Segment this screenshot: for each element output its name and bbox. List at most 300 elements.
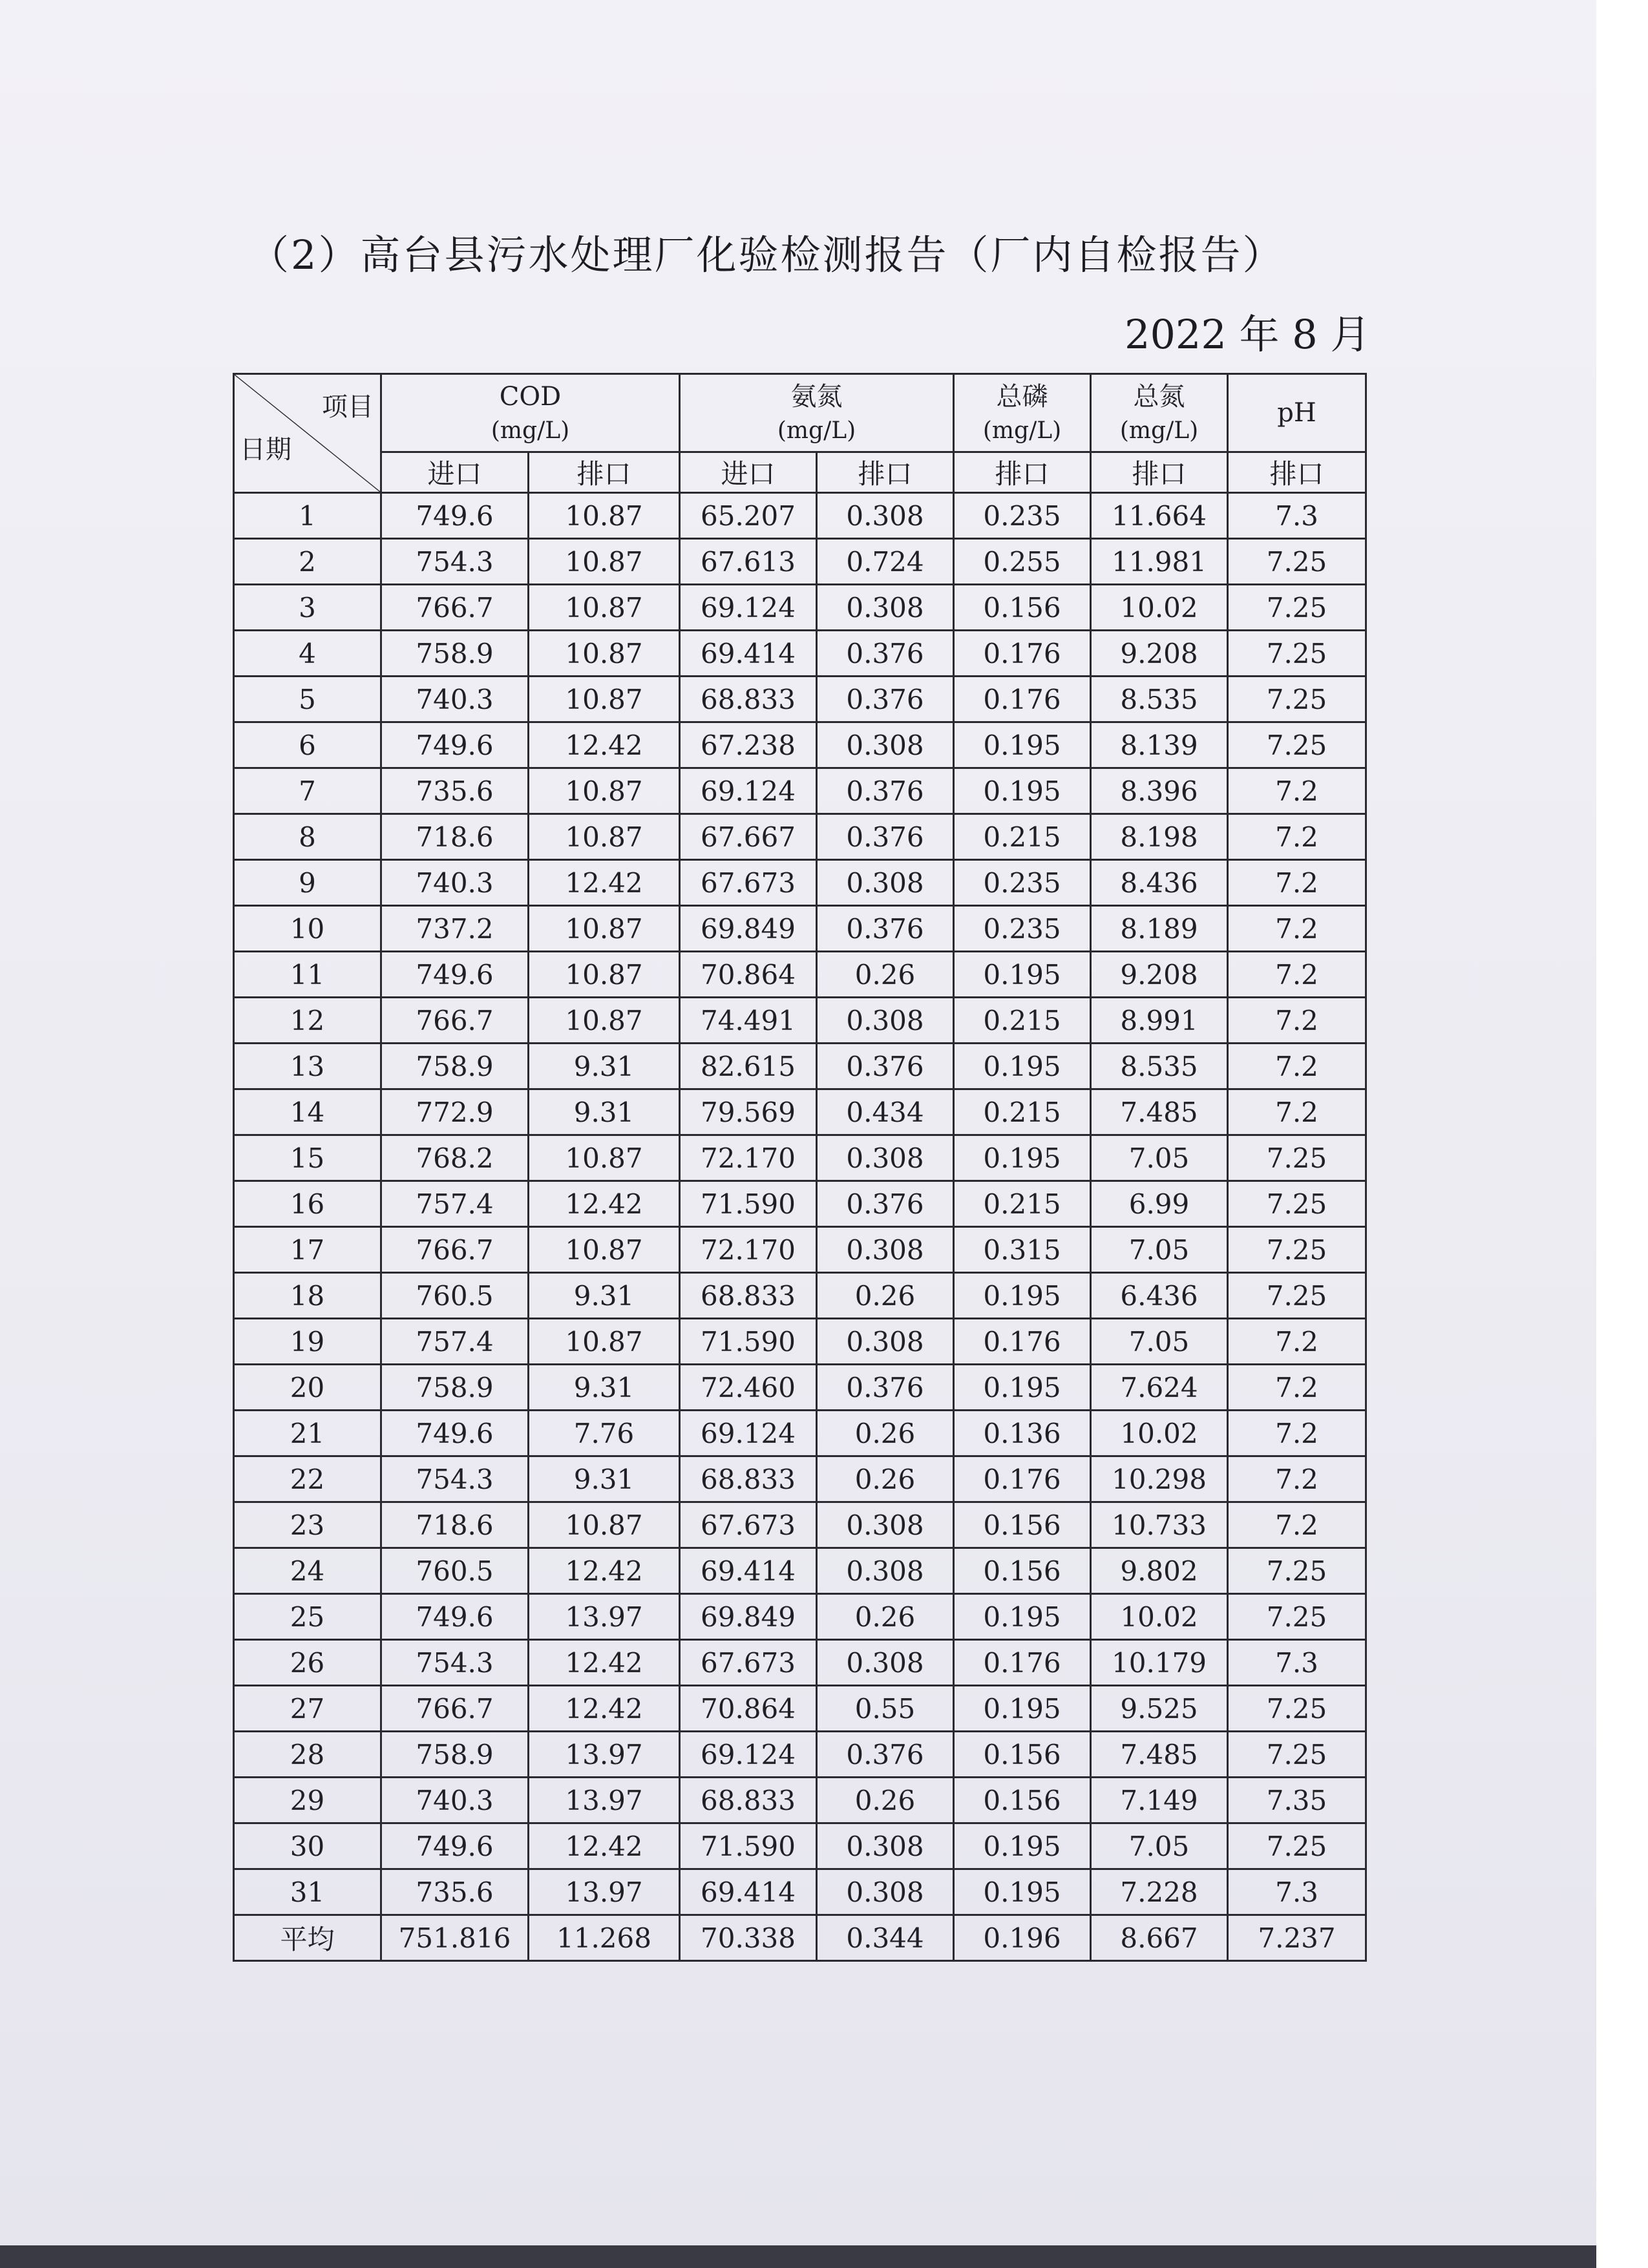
header-row-groups — [234, 374, 1366, 452]
cell-ammonia-inlet: 69.414 — [680, 631, 817, 677]
cell-cod-inlet: 760.5 — [381, 1273, 529, 1319]
cell-cod-outlet: 12.42 — [529, 1823, 680, 1869]
cell-cod-outlet: 10.87 — [529, 998, 680, 1044]
table-row — [234, 1869, 1366, 1915]
cell-tp-outlet: 0.156 — [954, 1732, 1091, 1778]
cell-day: 23 — [234, 1502, 381, 1548]
cell-ammonia-outlet: 0.308 — [817, 860, 954, 906]
cell-ammonia-outlet: 0.308 — [817, 493, 954, 539]
cell-cod-inlet: 754.3 — [381, 539, 529, 585]
header-row-sub — [234, 452, 1366, 493]
cell-cod-inlet: 749.6 — [381, 493, 529, 539]
cell-ammonia-outlet: 0.26 — [817, 1778, 954, 1823]
cell-day: 19 — [234, 1319, 381, 1365]
cell-ammonia-inlet: 69.124 — [680, 1732, 817, 1778]
cell-cod-inlet: 749.6 — [381, 1411, 529, 1456]
cell-ammonia-inlet: 67.673 — [680, 1640, 817, 1686]
table-row — [234, 1411, 1366, 1456]
cell-ammonia-outlet: 0.55 — [817, 1686, 954, 1732]
cell-tn-outlet: 7.624 — [1091, 1365, 1228, 1411]
cell-ph-outlet: 7.237 — [1228, 1915, 1366, 1961]
table-row — [234, 1456, 1366, 1502]
cell-cod-inlet: 740.3 — [381, 677, 529, 722]
cell-cod-inlet: 766.7 — [381, 585, 529, 631]
cell-ammonia-outlet: 0.376 — [817, 1365, 954, 1411]
cell-cod-inlet: 749.6 — [381, 722, 529, 768]
cell-ph-outlet: 7.3 — [1228, 493, 1366, 539]
cell-tp-outlet: 0.195 — [954, 1869, 1091, 1915]
sub-header-cod-outlet: 排口 — [529, 452, 680, 493]
cell-tn-outlet: 6.99 — [1091, 1181, 1228, 1227]
report-date: 2022 年 8 月 — [1125, 311, 1371, 358]
cell-ph-outlet: 7.2 — [1228, 1411, 1366, 1456]
cell-day: 17 — [234, 1227, 381, 1273]
cell-cod-inlet: 757.4 — [381, 1181, 529, 1227]
cell-ammonia-inlet: 67.238 — [680, 722, 817, 768]
table-row — [234, 493, 1366, 539]
cell-tp-outlet: 0.196 — [954, 1915, 1091, 1961]
cell-cod-outlet: 9.31 — [529, 1273, 680, 1319]
group-header-ph: pH — [1228, 374, 1366, 452]
table-row — [234, 631, 1366, 677]
cell-tn-outlet: 10.02 — [1091, 1594, 1228, 1640]
cell-tp-outlet: 0.235 — [954, 906, 1091, 952]
cell-cod-outlet: 13.97 — [529, 1869, 680, 1915]
cell-tp-outlet: 0.176 — [954, 677, 1091, 722]
table-row — [234, 1640, 1366, 1686]
cell-day: 10 — [234, 906, 381, 952]
table-row — [234, 768, 1366, 814]
cell-cod-inlet: 718.6 — [381, 814, 529, 860]
cell-ammonia-outlet: 0.308 — [817, 722, 954, 768]
cell-ammonia-outlet: 0.344 — [817, 1915, 954, 1961]
cell-ph-outlet: 7.3 — [1228, 1869, 1366, 1915]
cell-tp-outlet: 0.176 — [954, 1640, 1091, 1686]
cell-day: 15 — [234, 1135, 381, 1181]
cell-ph-outlet: 7.25 — [1228, 1181, 1366, 1227]
cell-cod-outlet: 9.31 — [529, 1044, 680, 1089]
cell-ammonia-outlet: 0.376 — [817, 814, 954, 860]
cell-ammonia-outlet: 0.376 — [817, 677, 954, 722]
cell-ammonia-inlet: 70.864 — [680, 952, 817, 998]
cell-ph-outlet: 7.2 — [1228, 768, 1366, 814]
cell-ph-outlet: 7.2 — [1228, 998, 1366, 1044]
cell-cod-outlet: 10.87 — [529, 906, 680, 952]
cell-cod-outlet: 12.42 — [529, 1181, 680, 1227]
table-row — [234, 1227, 1366, 1273]
cell-day: 9 — [234, 860, 381, 906]
cell-ammonia-inlet: 70.864 — [680, 1686, 817, 1732]
cell-tn-outlet: 7.149 — [1091, 1778, 1228, 1823]
cell-ammonia-inlet: 68.833 — [680, 1778, 817, 1823]
cell-tn-outlet: 8.667 — [1091, 1915, 1228, 1961]
cell-day: 30 — [234, 1823, 381, 1869]
cell-cod-outlet: 9.31 — [529, 1365, 680, 1411]
sub-header-ammonia-outlet: 排口 — [817, 452, 954, 493]
cell-day: 20 — [234, 1365, 381, 1411]
cell-ammonia-inlet: 68.833 — [680, 1273, 817, 1319]
table-row — [234, 860, 1366, 906]
cell-day: 18 — [234, 1273, 381, 1319]
cell-tp-outlet: 0.215 — [954, 1181, 1091, 1227]
cell-ammonia-outlet: 0.376 — [817, 1732, 954, 1778]
cell-ph-outlet: 7.25 — [1228, 585, 1366, 631]
cell-cod-inlet: 772.9 — [381, 1089, 529, 1135]
cell-ammonia-outlet: 0.376 — [817, 1181, 954, 1227]
cell-ammonia-outlet: 0.308 — [817, 585, 954, 631]
table-row — [234, 677, 1366, 722]
cell-ph-outlet: 7.25 — [1228, 539, 1366, 585]
cell-cod-inlet: 735.6 — [381, 768, 529, 814]
cell-cod-outlet: 12.42 — [529, 1640, 680, 1686]
cell-ammonia-inlet: 69.124 — [680, 768, 817, 814]
cell-cod-outlet: 10.87 — [529, 539, 680, 585]
cell-cod-inlet: 740.3 — [381, 1778, 529, 1823]
table-row — [234, 1732, 1366, 1778]
cell-ph-outlet: 7.2 — [1228, 1365, 1366, 1411]
cell-cod-outlet: 7.76 — [529, 1411, 680, 1456]
cell-cod-outlet: 12.42 — [529, 1686, 680, 1732]
cell-cod-inlet: 760.5 — [381, 1548, 529, 1594]
cell-day: 5 — [234, 677, 381, 722]
cell-tp-outlet: 0.195 — [954, 1044, 1091, 1089]
cell-day: 29 — [234, 1778, 381, 1823]
table-row — [234, 1365, 1366, 1411]
cell-day: 7 — [234, 768, 381, 814]
cell-day: 13 — [234, 1044, 381, 1089]
corner-header — [234, 374, 381, 493]
table-row — [234, 1823, 1366, 1869]
cell-tn-outlet: 8.198 — [1091, 814, 1228, 860]
cell-day: 21 — [234, 1411, 381, 1456]
cell-ammonia-inlet: 67.673 — [680, 860, 817, 906]
cell-tn-outlet: 7.485 — [1091, 1089, 1228, 1135]
cell-tp-outlet: 0.195 — [954, 952, 1091, 998]
cell-day: 12 — [234, 998, 381, 1044]
report-table — [233, 373, 1367, 1962]
cell-tn-outlet: 10.733 — [1091, 1502, 1228, 1548]
cell-ammonia-inlet: 67.613 — [680, 539, 817, 585]
average-row — [234, 1915, 1366, 1961]
cell-tp-outlet: 0.176 — [954, 631, 1091, 677]
table-row — [234, 814, 1366, 860]
table-row — [234, 1135, 1366, 1181]
cell-cod-inlet: 749.6 — [381, 1594, 529, 1640]
cell-cod-inlet: 754.3 — [381, 1456, 529, 1502]
cell-tp-outlet: 0.156 — [954, 1778, 1091, 1823]
cell-tn-outlet: 10.179 — [1091, 1640, 1228, 1686]
cell-tn-outlet: 8.436 — [1091, 860, 1228, 906]
cell-ph-outlet: 7.2 — [1228, 952, 1366, 998]
cell-ammonia-outlet: 0.308 — [817, 1548, 954, 1594]
group-header-ammonia: 氨氮 (mg/L) — [680, 374, 954, 452]
cell-ammonia-outlet: 0.376 — [817, 768, 954, 814]
table-row — [234, 1044, 1366, 1089]
cell-tp-outlet: 0.255 — [954, 539, 1091, 585]
table-row — [234, 952, 1366, 998]
cell-ph-outlet: 7.2 — [1228, 860, 1366, 906]
cell-ammonia-outlet: 0.434 — [817, 1089, 954, 1135]
cell-ph-outlet: 7.25 — [1228, 1732, 1366, 1778]
cell-cod-inlet: 757.4 — [381, 1319, 529, 1365]
table-row — [234, 722, 1366, 768]
cell-tn-outlet: 7.05 — [1091, 1227, 1228, 1273]
cell-ammonia-outlet: 0.26 — [817, 1594, 954, 1640]
cell-ph-outlet: 7.35 — [1228, 1778, 1366, 1823]
cell-tn-outlet: 11.981 — [1091, 539, 1228, 585]
cell-tp-outlet: 0.156 — [954, 1548, 1091, 1594]
cell-tn-outlet: 9.208 — [1091, 631, 1228, 677]
cell-cod-outlet: 9.31 — [529, 1089, 680, 1135]
cell-day: 28 — [234, 1732, 381, 1778]
cell-ammonia-outlet: 0.308 — [817, 1502, 954, 1548]
cell-ph-outlet: 7.3 — [1228, 1640, 1366, 1686]
cell-ammonia-outlet: 0.376 — [817, 1044, 954, 1089]
table-row — [234, 585, 1366, 631]
cell-tp-outlet: 0.195 — [954, 1594, 1091, 1640]
table-row — [234, 1319, 1366, 1365]
table-row — [234, 1273, 1366, 1319]
cell-day: 24 — [234, 1548, 381, 1594]
cell-tp-outlet: 0.215 — [954, 814, 1091, 860]
cell-ammonia-inlet: 72.170 — [680, 1227, 817, 1273]
cell-cod-outlet: 13.97 — [529, 1732, 680, 1778]
cell-tn-outlet: 7.05 — [1091, 1319, 1228, 1365]
cell-tp-outlet: 0.195 — [954, 1273, 1091, 1319]
cell-ph-outlet: 7.25 — [1228, 1594, 1366, 1640]
date-label: 日期 — [240, 435, 291, 465]
cell-day: 平均 — [234, 1915, 381, 1961]
cell-tn-outlet: 9.525 — [1091, 1686, 1228, 1732]
cell-cod-outlet: 10.87 — [529, 1135, 680, 1181]
cell-day: 11 — [234, 952, 381, 998]
cell-day: 25 — [234, 1594, 381, 1640]
cell-tn-outlet: 8.189 — [1091, 906, 1228, 952]
cell-tp-outlet: 0.235 — [954, 860, 1091, 906]
cell-tp-outlet: 0.195 — [954, 1823, 1091, 1869]
cell-ammonia-inlet: 68.833 — [680, 1456, 817, 1502]
cell-cod-outlet: 10.87 — [529, 631, 680, 677]
cell-tp-outlet: 0.215 — [954, 998, 1091, 1044]
cell-cod-inlet: 766.7 — [381, 998, 529, 1044]
item-label: 项目 — [322, 392, 374, 422]
cell-ammonia-outlet: 0.26 — [817, 952, 954, 998]
cell-tn-outlet: 11.664 — [1091, 493, 1228, 539]
cell-cod-outlet: 10.87 — [529, 1319, 680, 1365]
cell-tn-outlet: 7.05 — [1091, 1135, 1228, 1181]
cell-tp-outlet: 0.136 — [954, 1411, 1091, 1456]
cell-cod-inlet: 766.7 — [381, 1227, 529, 1273]
table-body — [234, 493, 1366, 1961]
sub-header-ammonia-inlet: 进口 — [680, 452, 817, 493]
cell-tp-outlet: 0.156 — [954, 1502, 1091, 1548]
table-row — [234, 1594, 1366, 1640]
cell-tp-outlet: 0.195 — [954, 722, 1091, 768]
cell-ammonia-inlet: 79.569 — [680, 1089, 817, 1135]
sub-header-cod-inlet: 进口 — [381, 452, 529, 493]
cell-ammonia-inlet: 68.833 — [680, 677, 817, 722]
sub-header-tn-outlet: 排口 — [1091, 452, 1228, 493]
cell-ph-outlet: 7.25 — [1228, 677, 1366, 722]
cell-ammonia-inlet: 67.667 — [680, 814, 817, 860]
cell-cod-inlet: 758.9 — [381, 1732, 529, 1778]
cell-day: 6 — [234, 722, 381, 768]
cell-ammonia-outlet: 0.308 — [817, 1640, 954, 1686]
cell-ph-outlet: 7.2 — [1228, 1502, 1366, 1548]
report-title: （2）高台县污水处理厂化验检测报告（厂内自检报告） — [249, 231, 1285, 278]
cell-ammonia-outlet: 0.308 — [817, 1869, 954, 1915]
cell-tn-outlet: 7.05 — [1091, 1823, 1228, 1869]
cell-cod-inlet: 749.6 — [381, 1823, 529, 1869]
cell-tp-outlet: 0.195 — [954, 1686, 1091, 1732]
cell-tn-outlet: 10.298 — [1091, 1456, 1228, 1502]
cell-day: 3 — [234, 585, 381, 631]
group-header-cod: COD (mg/L) — [381, 374, 680, 452]
cell-ammonia-outlet: 0.26 — [817, 1411, 954, 1456]
cell-tn-outlet: 8.396 — [1091, 768, 1228, 814]
cell-tn-outlet: 7.228 — [1091, 1869, 1228, 1915]
cell-tn-outlet: 6.436 — [1091, 1273, 1228, 1319]
cell-ammonia-inlet: 71.590 — [680, 1181, 817, 1227]
cell-day: 16 — [234, 1181, 381, 1227]
table-row — [234, 539, 1366, 585]
cell-tp-outlet: 0.215 — [954, 1089, 1091, 1135]
table-row — [234, 1181, 1366, 1227]
cell-cod-outlet: 11.268 — [529, 1915, 680, 1961]
cell-cod-outlet: 10.87 — [529, 814, 680, 860]
cell-ph-outlet: 7.2 — [1228, 814, 1366, 860]
cell-ammonia-inlet: 69.124 — [680, 585, 817, 631]
cell-ammonia-inlet: 82.615 — [680, 1044, 817, 1089]
cell-cod-outlet: 10.87 — [529, 493, 680, 539]
cell-tp-outlet: 0.156 — [954, 585, 1091, 631]
cell-ammonia-inlet: 67.673 — [680, 1502, 817, 1548]
cell-cod-inlet: 766.7 — [381, 1686, 529, 1732]
cell-ph-outlet: 7.25 — [1228, 722, 1366, 768]
cell-tp-outlet: 0.176 — [954, 1456, 1091, 1502]
cell-ammonia-inlet: 70.338 — [680, 1915, 817, 1961]
cell-ph-outlet: 7.25 — [1228, 1135, 1366, 1181]
cell-ammonia-outlet: 0.724 — [817, 539, 954, 585]
cell-ammonia-inlet: 69.414 — [680, 1869, 817, 1915]
cell-tp-outlet: 0.176 — [954, 1319, 1091, 1365]
cell-cod-outlet: 10.87 — [529, 768, 680, 814]
cell-day: 26 — [234, 1640, 381, 1686]
cell-ammonia-inlet: 72.170 — [680, 1135, 817, 1181]
cell-ammonia-outlet: 0.376 — [817, 906, 954, 952]
cell-ammonia-outlet: 0.308 — [817, 998, 954, 1044]
cell-ph-outlet: 7.25 — [1228, 1686, 1366, 1732]
cell-ph-outlet: 7.25 — [1228, 631, 1366, 677]
cell-ammonia-inlet: 65.207 — [680, 493, 817, 539]
cell-ph-outlet: 7.2 — [1228, 906, 1366, 952]
cell-cod-inlet: 758.9 — [381, 1365, 529, 1411]
cell-cod-inlet: 749.6 — [381, 952, 529, 998]
cell-cod-inlet: 737.2 — [381, 906, 529, 952]
sub-header-tp-outlet: 排口 — [954, 452, 1091, 493]
cell-day: 8 — [234, 814, 381, 860]
cell-cod-outlet: 10.87 — [529, 1502, 680, 1548]
table-row — [234, 1686, 1366, 1732]
cell-tp-outlet: 0.235 — [954, 493, 1091, 539]
cell-tn-outlet: 8.535 — [1091, 1044, 1228, 1089]
cell-ph-outlet: 7.25 — [1228, 1227, 1366, 1273]
table-row — [234, 1778, 1366, 1823]
cell-day: 1 — [234, 493, 381, 539]
cell-cod-inlet: 751.816 — [381, 1915, 529, 1961]
cell-cod-outlet: 13.97 — [529, 1594, 680, 1640]
cell-ammonia-inlet: 74.491 — [680, 998, 817, 1044]
table-row — [234, 1089, 1366, 1135]
cell-tn-outlet: 10.02 — [1091, 585, 1228, 631]
scan-margin-right — [1596, 0, 1648, 2268]
cell-ammonia-outlet: 0.308 — [817, 1319, 954, 1365]
cell-ammonia-inlet: 71.590 — [680, 1823, 817, 1869]
cell-ammonia-outlet: 0.308 — [817, 1227, 954, 1273]
cell-day: 27 — [234, 1686, 381, 1732]
cell-ammonia-inlet: 69.414 — [680, 1548, 817, 1594]
table-row — [234, 1548, 1366, 1594]
cell-ph-outlet: 7.2 — [1228, 1319, 1366, 1365]
cell-cod-outlet: 12.42 — [529, 860, 680, 906]
cell-cod-outlet: 12.42 — [529, 722, 680, 768]
cell-tn-outlet: 9.802 — [1091, 1548, 1228, 1594]
cell-cod-outlet: 12.42 — [529, 1548, 680, 1594]
cell-tn-outlet: 8.991 — [1091, 998, 1228, 1044]
cell-ammonia-inlet: 71.590 — [680, 1319, 817, 1365]
cell-day: 2 — [234, 539, 381, 585]
cell-cod-outlet: 9.31 — [529, 1456, 680, 1502]
cell-cod-inlet: 768.2 — [381, 1135, 529, 1181]
table-row — [234, 998, 1366, 1044]
cell-ammonia-outlet: 0.26 — [817, 1273, 954, 1319]
cell-cod-outlet: 13.97 — [529, 1778, 680, 1823]
cell-tn-outlet: 8.535 — [1091, 677, 1228, 722]
cell-cod-outlet: 10.87 — [529, 585, 680, 631]
cell-cod-inlet: 718.6 — [381, 1502, 529, 1548]
scan-margin-bottom — [0, 2245, 1596, 2268]
cell-cod-inlet: 740.3 — [381, 860, 529, 906]
group-header-total-nitrogen: 总氮 (mg/L) — [1091, 374, 1228, 452]
cell-cod-outlet: 10.87 — [529, 677, 680, 722]
cell-cod-inlet: 758.9 — [381, 631, 529, 677]
cell-tp-outlet: 0.195 — [954, 1135, 1091, 1181]
cell-cod-inlet: 754.3 — [381, 1640, 529, 1686]
cell-ph-outlet: 7.2 — [1228, 1089, 1366, 1135]
cell-cod-inlet: 735.6 — [381, 1869, 529, 1915]
cell-ph-outlet: 7.25 — [1228, 1273, 1366, 1319]
cell-cod-outlet: 10.87 — [529, 952, 680, 998]
cell-ammonia-outlet: 0.308 — [817, 1823, 954, 1869]
group-header-total-phosphorus: 总磷 (mg/L) — [954, 374, 1091, 452]
cell-ph-outlet: 7.2 — [1228, 1044, 1366, 1089]
cell-day: 4 — [234, 631, 381, 677]
cell-day: 22 — [234, 1456, 381, 1502]
cell-day: 31 — [234, 1869, 381, 1915]
cell-ammonia-inlet: 72.460 — [680, 1365, 817, 1411]
sub-header-ph-outlet: 排口 — [1228, 452, 1366, 493]
cell-tp-outlet: 0.315 — [954, 1227, 1091, 1273]
table-row — [234, 906, 1366, 952]
cell-ph-outlet: 7.25 — [1228, 1548, 1366, 1594]
cell-ph-outlet: 7.25 — [1228, 1823, 1366, 1869]
cell-tp-outlet: 0.195 — [954, 1365, 1091, 1411]
cell-ammonia-outlet: 0.376 — [817, 631, 954, 677]
cell-tn-outlet: 7.485 — [1091, 1732, 1228, 1778]
cell-cod-outlet: 10.87 — [529, 1227, 680, 1273]
table-row — [234, 1502, 1366, 1548]
cell-day: 14 — [234, 1089, 381, 1135]
